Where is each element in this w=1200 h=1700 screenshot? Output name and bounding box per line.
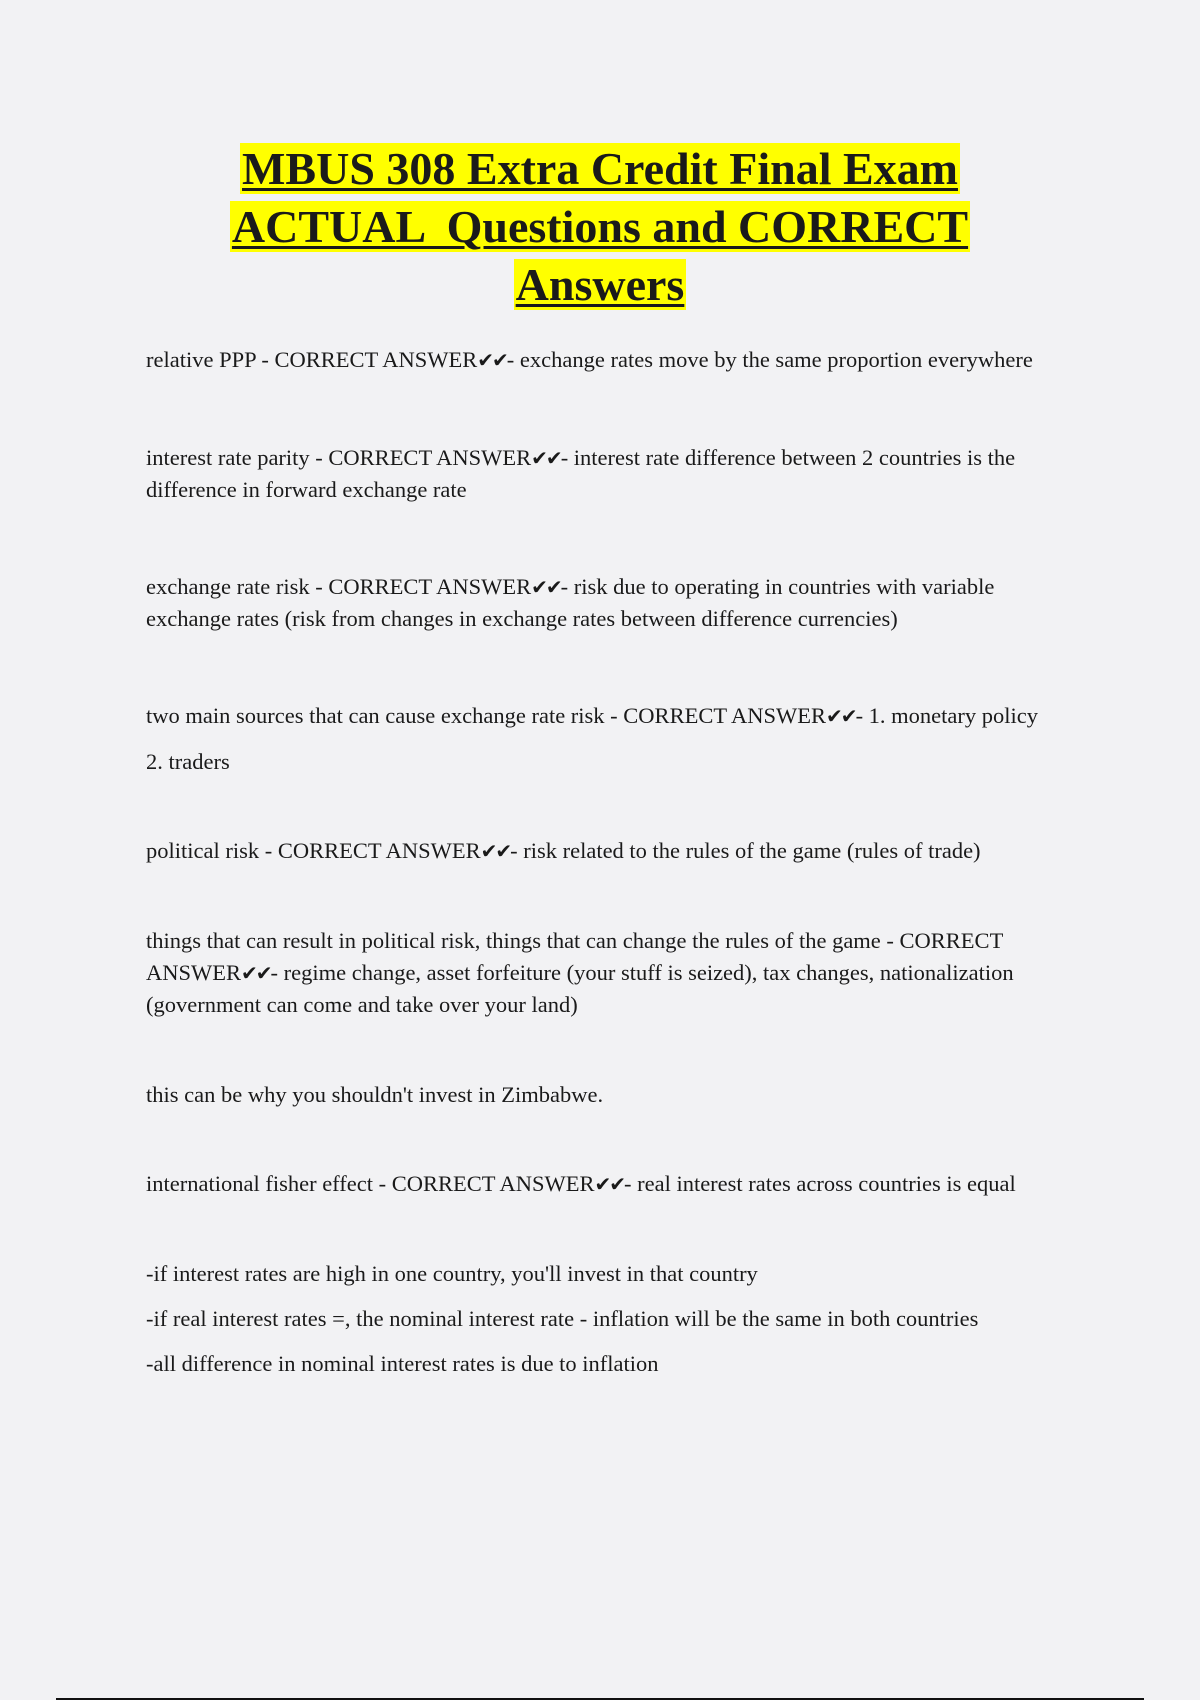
check-mark-icon: ✔✔ bbox=[594, 1172, 624, 1196]
qa-answer: - real interest rates across countries is equal bbox=[623, 1171, 1016, 1196]
qa-list bbox=[146, 344, 1056, 1379]
qa-term: relative PPP - CORRECT ANSWER bbox=[146, 347, 478, 372]
qa-item bbox=[146, 344, 1056, 376]
qa-answer: - risk due to operating in countries with variable exchange rates (risk from changes in exchange rates between difference currencies) bbox=[146, 574, 995, 631]
qa-term: two main sources that can cause exchange rate risk - CORRECT ANSWER bbox=[146, 703, 827, 728]
check-mark-icon: ✔✔ bbox=[477, 348, 507, 372]
qa-item bbox=[146, 700, 1056, 732]
check-mark-icon: ✔✔ bbox=[480, 839, 511, 863]
title-line-3 bbox=[0, 256, 1200, 314]
check-mark-icon: ✔✔ bbox=[531, 575, 561, 599]
bullet-item: -if real interest rates =, the nominal interest rate - inflation will be the same in both countries bbox=[146, 1306, 979, 1331]
qa-term: exchange rate risk - CORRECT ANSWER bbox=[146, 574, 532, 599]
qa-term: political risk - CORRECT ANSWER bbox=[146, 838, 481, 863]
qa-note: this can be why you shouldn't invest in Zimbabwe. bbox=[146, 1082, 604, 1107]
qa-item bbox=[146, 925, 1056, 1021]
document-title bbox=[0, 140, 1200, 314]
qa-answer-continuation: 2. traders bbox=[146, 749, 230, 774]
title-line-2-text: ACTUAL Questions and CORRECT bbox=[231, 201, 969, 252]
bullet-item: -all difference in nominal interest rates is due to inflation bbox=[146, 1351, 659, 1376]
title-line-1 bbox=[0, 140, 1200, 198]
qa-answer: - regime change, asset forfeiture (your stuff is seized), tax changes, nationalization (government can come and take over your land) bbox=[146, 960, 1014, 1017]
qa-item bbox=[146, 1168, 1056, 1200]
title-line-3-text: Answers bbox=[515, 259, 685, 310]
qa-item bbox=[146, 571, 1056, 634]
qa-term: interest rate parity - CORRECT ANSWER bbox=[146, 445, 532, 470]
check-mark-icon: ✔✔ bbox=[241, 961, 271, 985]
qa-term: things that can result in political risk, things that can change the rules of the game - CORRECT ANSWER bbox=[146, 928, 1003, 985]
title-line-2 bbox=[0, 198, 1200, 256]
qa-item bbox=[146, 442, 1056, 505]
check-mark-icon: ✔✔ bbox=[826, 704, 856, 728]
qa-term: international fisher effect - CORRECT ANSWER bbox=[146, 1171, 595, 1196]
title-line-1-text: MBUS 308 Extra Credit Final Exam bbox=[242, 143, 958, 194]
qa-answer: - interest rate difference between 2 countries is the difference in forward exchange rate bbox=[146, 445, 1016, 502]
qa-answer: - 1. monetary policy bbox=[855, 703, 1039, 728]
qa-item bbox=[146, 835, 1056, 867]
check-mark-icon: ✔✔ bbox=[531, 446, 561, 470]
qa-answer: - risk related to the rules of the game (rules of trade) bbox=[510, 838, 981, 863]
qa-answer: - exchange rates move by the same proportion everywhere bbox=[506, 347, 1033, 372]
bullet-item: -if interest rates are high in one country, you'll invest in that country bbox=[146, 1261, 758, 1286]
